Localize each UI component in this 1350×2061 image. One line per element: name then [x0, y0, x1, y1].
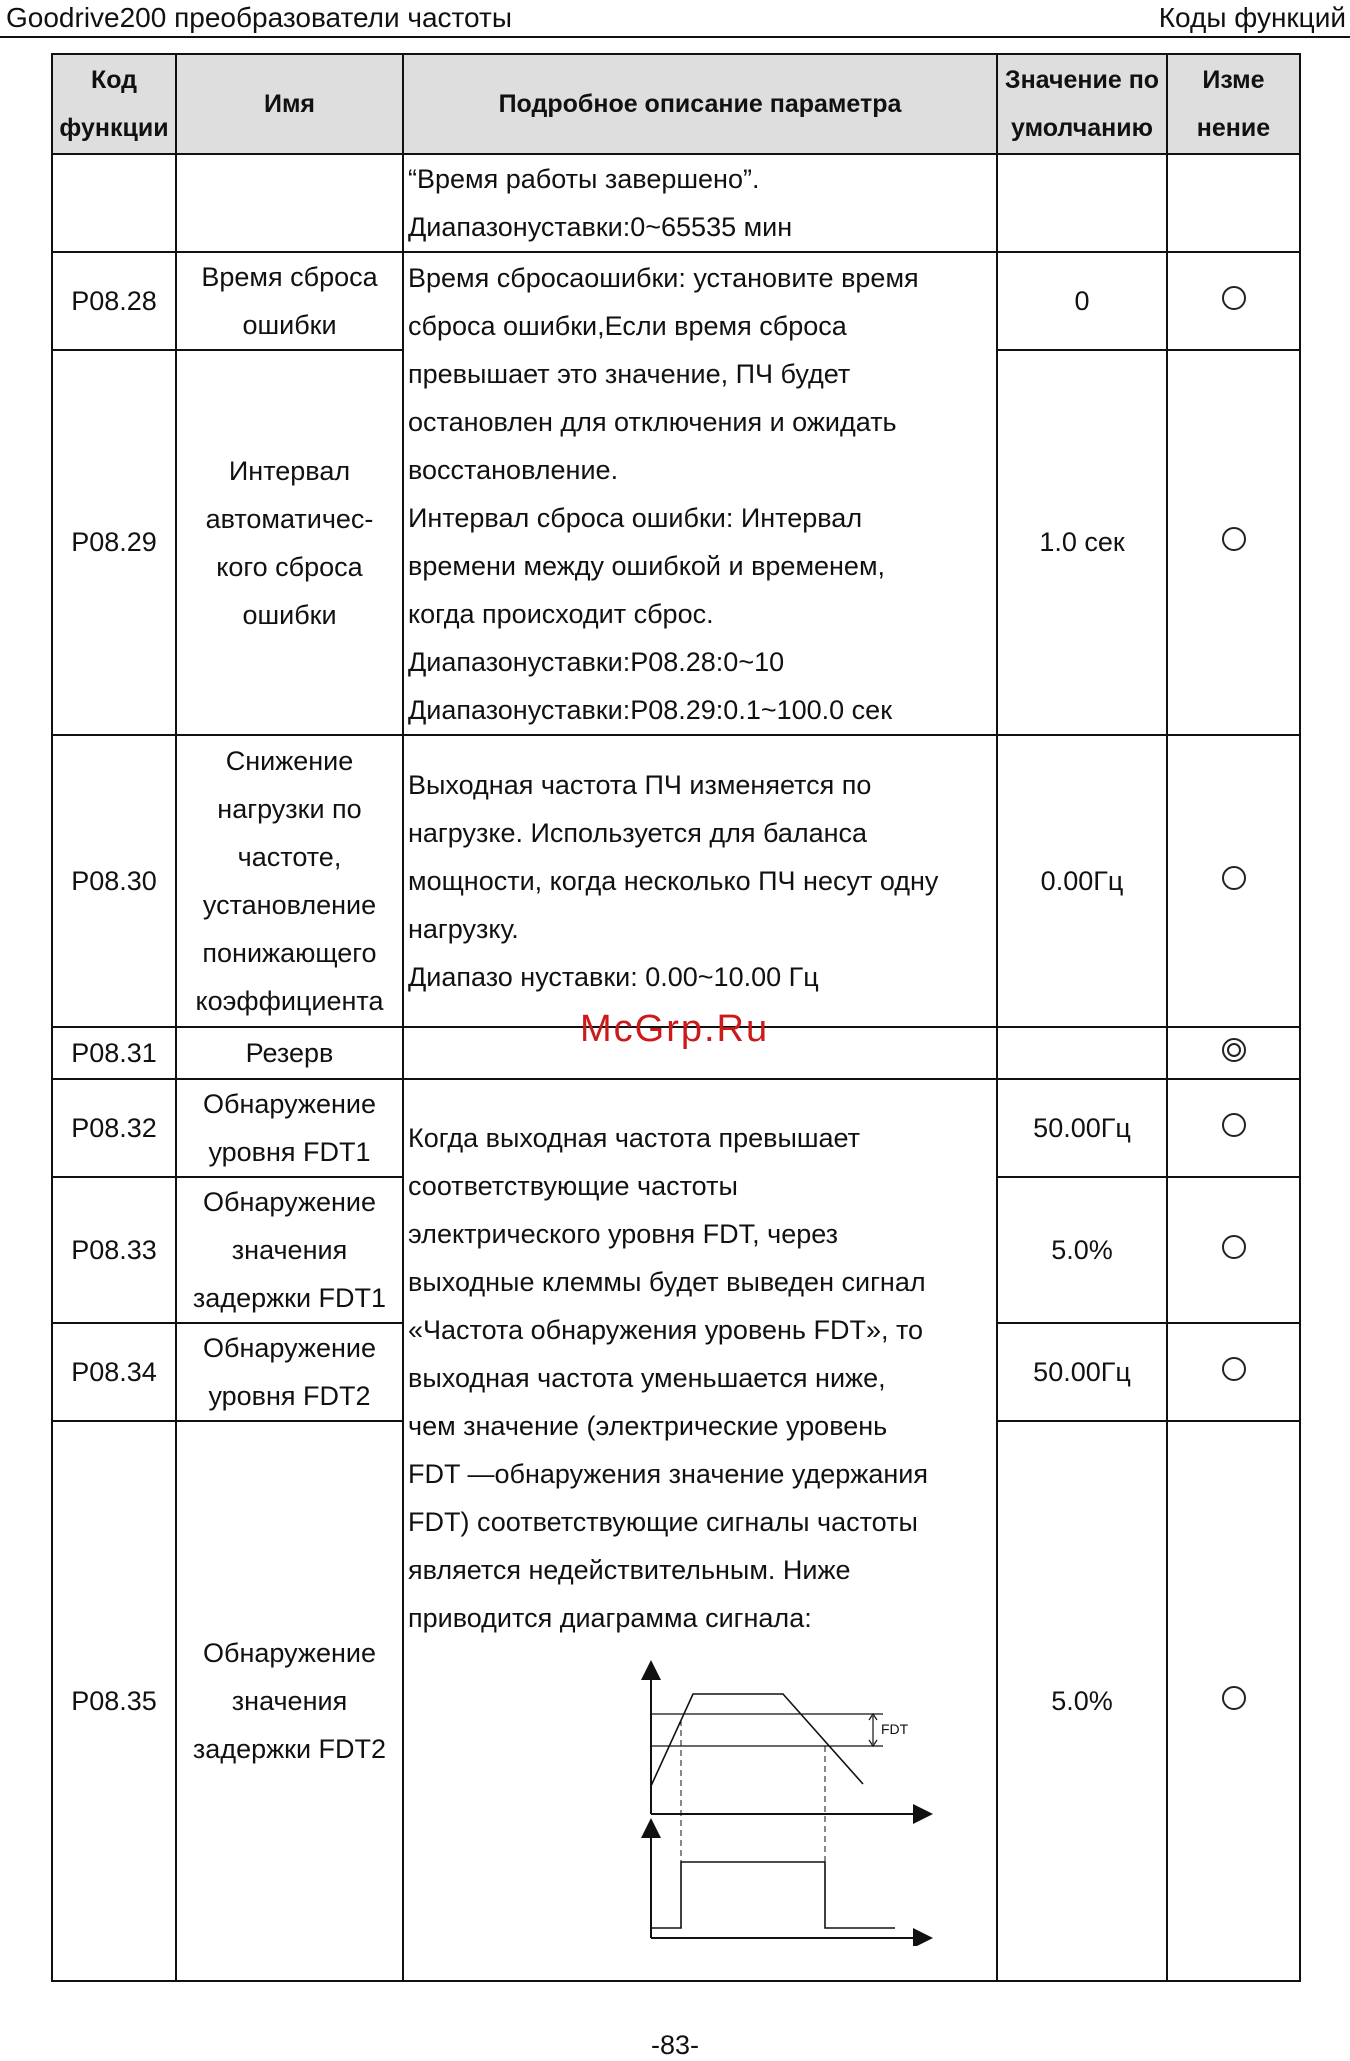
param-default: 1.0 сек	[997, 350, 1167, 735]
param-change	[1167, 1421, 1300, 1981]
page-number: -83-	[650, 2030, 699, 2060]
output-signal	[651, 1862, 895, 1928]
param-code: P08.32	[52, 1079, 176, 1177]
page-header	[0, 0, 1350, 36]
default-cell	[997, 154, 1167, 252]
param-name: Снижение нагрузки по частоте, установление понижающего коэффициента	[176, 735, 403, 1027]
fdt-signal-diagram	[633, 1656, 953, 1946]
double-circle-icon	[1222, 1038, 1246, 1062]
table-row	[52, 350, 1300, 735]
header-code: Код функции	[52, 54, 176, 154]
param-change	[1167, 350, 1300, 735]
param-name: Обнаружение уровня FDT2	[176, 1323, 403, 1421]
circle-icon	[1222, 286, 1246, 310]
param-default: 5.0%	[997, 1177, 1167, 1323]
fdt-description: Когда выходная частота превышает соответствующие частоты электрического уровня FDT, через выходные клеммы будет выведен сигнал «Частота обнаружения уровень FDT», то выходная частота уменьшается ниже, чем значение (электрические уровень FDT —обнаружения значение удержания FDT) соответствующие сигналы частоты является недействительным. Ниже приводится диаграмма сигнала: FDT	[403, 1079, 997, 1981]
table-row	[52, 1079, 1300, 1177]
table-header-row	[52, 54, 1300, 154]
param-name: Время сброса ошибки	[176, 252, 403, 350]
param-name: Обнаружение уровня FDT1	[176, 1079, 403, 1177]
param-code: P08.35	[52, 1421, 176, 1981]
change-cell	[1167, 154, 1300, 252]
param-default	[997, 1027, 1167, 1079]
code-cell	[52, 154, 176, 252]
header-name: Имя	[176, 54, 403, 154]
circle-icon	[1222, 1686, 1246, 1710]
param-change	[1167, 1027, 1300, 1079]
circle-icon	[1222, 866, 1246, 890]
header-section-title: Коды функций	[1158, 2, 1346, 33]
param-name: Обнаружение значения задержки FDT1	[176, 1177, 403, 1323]
param-description: Выходная частота ПЧ изменяется по нагрузке. Используется для баланса мощности, когда несколько ПЧ несут одну нагрузку. Диапазо нуставки: 0.00~10.00 Гц	[403, 735, 997, 1027]
circle-icon	[1222, 1357, 1246, 1381]
param-change	[1167, 252, 1300, 350]
param-code: P08.33	[52, 1177, 176, 1323]
param-code: P08.30	[52, 735, 176, 1027]
param-default: 50.00Гц	[997, 1323, 1167, 1421]
param-change	[1167, 1177, 1300, 1323]
table-row	[52, 154, 1300, 252]
param-description: превышает это значение, ПЧ будет остановлен для отключения и ожидать восстановление. Интервал сброса ошибки: Интервал времени между ошибкой и временем, когда происходит сброс. Диапазонуставки:P08.28:0~10 Диапазонуставки:P08.29:0.1~100.0 сек	[403, 350, 997, 735]
param-default: 5.0%	[997, 1421, 1167, 1981]
param-change	[1167, 1323, 1300, 1421]
header-change: Изме нение	[1167, 54, 1300, 154]
circle-icon	[1222, 1113, 1246, 1137]
param-description: Время сбросаошибки: установите время сброса ошибки,Если время сброса	[403, 252, 997, 350]
name-cell	[176, 154, 403, 252]
table-row	[52, 735, 1300, 1027]
frequency-curve	[651, 1694, 863, 1786]
circle-icon	[1222, 527, 1246, 551]
param-default: 0.00Гц	[997, 735, 1167, 1027]
param-change	[1167, 735, 1300, 1027]
param-change	[1167, 1079, 1300, 1177]
circle-icon	[1222, 1235, 1246, 1259]
header-default: Значение по умолчанию	[997, 54, 1167, 154]
watermark: McGrp.Ru	[580, 1008, 770, 1050]
param-default: 0	[997, 252, 1167, 350]
description-cell: “Время работы завершено”. Диапазонуставки:0~65535 мин	[403, 154, 997, 252]
param-name: Обнаружение значения задержки FDT2	[176, 1421, 403, 1981]
param-name: Резерв	[176, 1027, 403, 1079]
param-default: 50.00Гц	[997, 1079, 1167, 1177]
param-code: P08.28	[52, 252, 176, 350]
param-name: Интервал автоматичес- кого сброса ошибки	[176, 350, 403, 735]
header-description: Подробное описание параметра	[403, 54, 997, 154]
fdt-label: FDT	[881, 1721, 909, 1737]
header-rule	[0, 36, 1350, 38]
param-code: P08.34	[52, 1323, 176, 1421]
param-code: P08.31	[52, 1027, 176, 1079]
param-code: P08.29	[52, 350, 176, 735]
header-doc-title: Goodrive200 преобразователи частоты	[6, 2, 512, 33]
table-row	[52, 252, 1300, 350]
